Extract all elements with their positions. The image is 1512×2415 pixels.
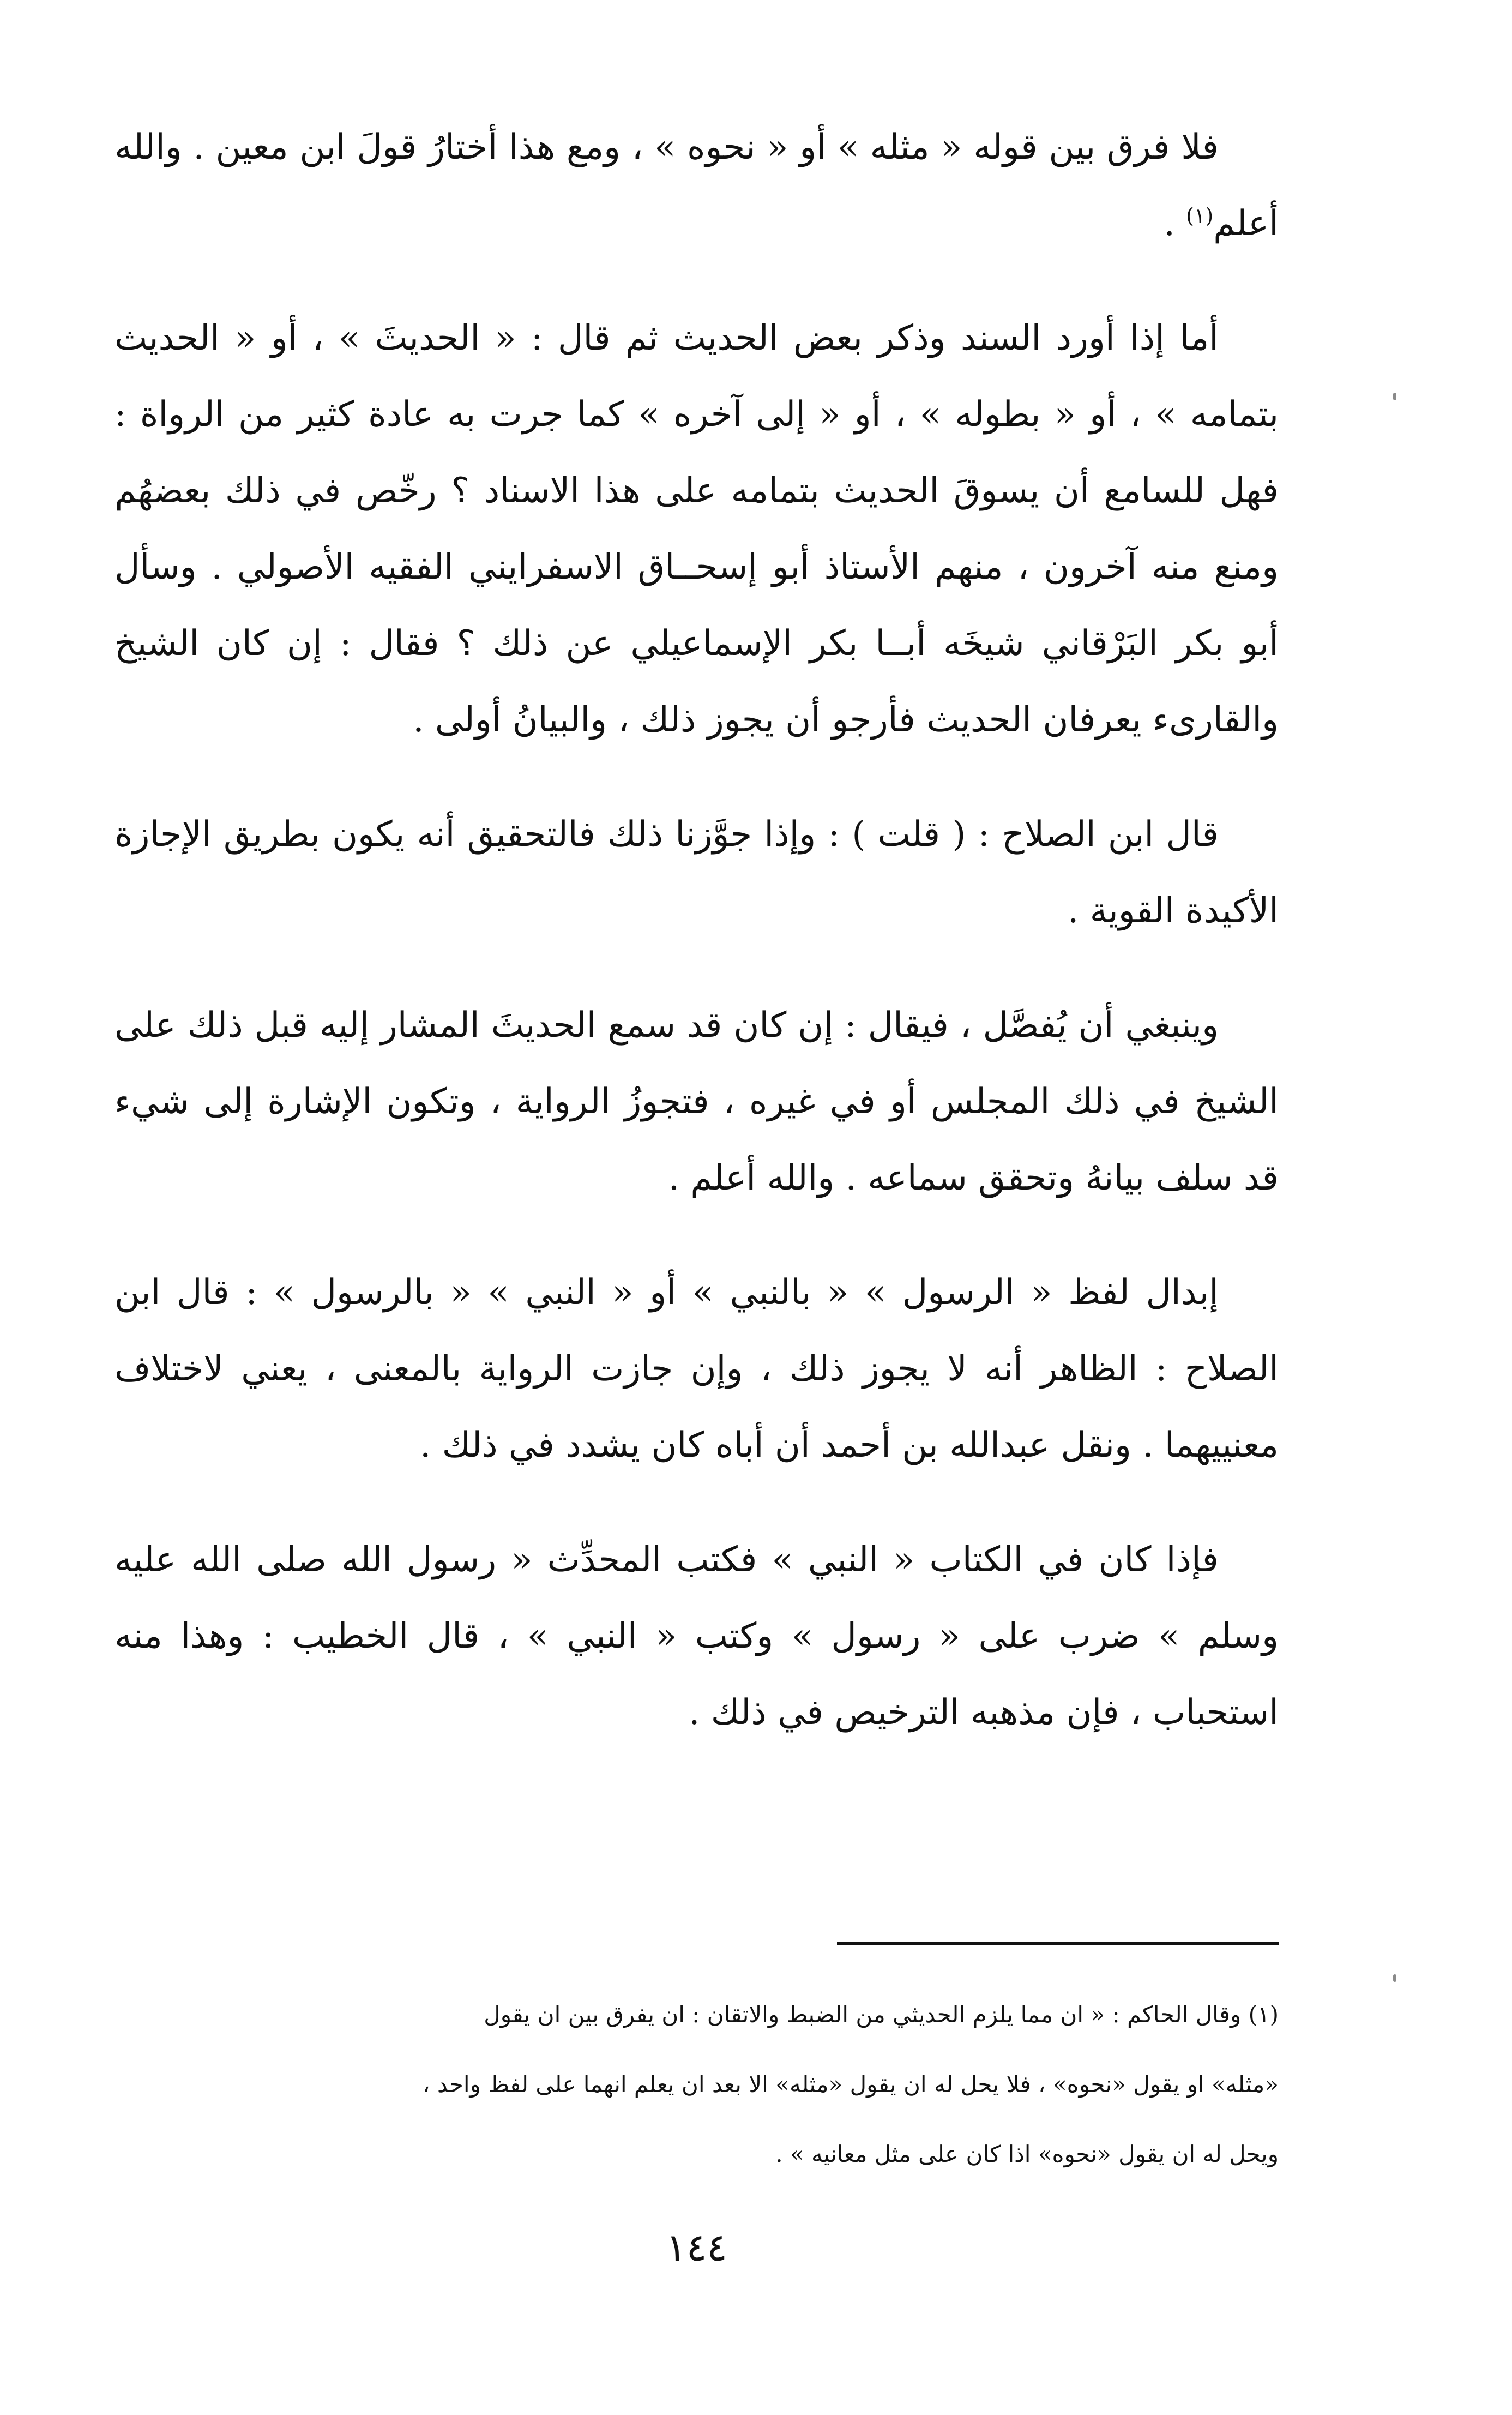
footnote-line-1: (١) وقال الحاكم : « ان مما يلزم الحديثي من الضبط والاتقان : ان يفرق بين ان يقول — [484, 2001, 1279, 2028]
paragraph-1 — [115, 109, 1279, 262]
paragraph-1-tail: . — [1164, 203, 1186, 244]
paragraph-6: فإذا كان في الكتاب « النبي » فكتب المحدِّث « رسول الله صلى الله عليه وسلم » ضرب على « رسول » وكتب « النبي » ، قال الخطيب : وهذا منه استحباب ، فإن مذهبه الترخيص في ذلك . — [115, 1540, 1279, 1733]
paragraph-1-text: فلا فرق بين قوله « مثله » أو « نحوه » ، ومع هذا أختارُ قولَ ابن معين . والله أعلم — [115, 127, 1279, 244]
paragraph-4: وينبغي أن يُفصَّل ، فيقال : إن كان قد سمع الحديثَ المشار إليه قبل ذلك على الشيخ في ذلك المجلس أو في غيره ، فتجوزُ الرواية ، وتكون الإشارة إلى شيء قد سلف بيانهُ وتحقق سماعه . والله أعلم . — [115, 1005, 1279, 1198]
paragraph-2: أما إذا أورد السند وذكر بعض الحديث ثم قال : « الحديثَ » ، أو « الحديث بتمامه » ، أو « بطوله » ، أو « إلى آخره » كما جرت به عادة كثير من الرواة : فهل للسامع أن يسوقَ الحديث بتمامه على هذا الاسناد ؟ رخّص في ذلك بعضهُم ومنع منه آخرون ، منهم الأستاذ أبو إسحــاق الاسفرايني الفقيه الأصولي . وسأل أبو بكر البَرْقاني شيخَه أبــا بكر الإسماعيلي عن ذلك ؟ فقال : إن كان الشيخ والقارىء يعرفان الحديث فأرجو أن يجوز ذلك ، والبيانُ أولى . — [115, 318, 1279, 740]
paragraph-3: قال ابن الصلاح : ( قلت ) : وإذا جوَّزنا ذلك فالتحقيق أنه يكون بطريق الإجازة الأكيدة القوية . — [115, 814, 1279, 931]
footnote-line-2: «مثله» او يقول «نحوه» ، فلا يحل له ان يقول «مثله» الا بعد ان يعلم انهما على لفظ واحد ، — [422, 2071, 1279, 2098]
footnote-block — [115, 1980, 1279, 2189]
margin-mark — [1393, 393, 1396, 400]
margin-mark — [1393, 1974, 1396, 1982]
book-page — [115, 109, 1279, 2345]
footnote-reference: (١) — [1186, 203, 1214, 228]
paragraph-5: إبدال لفظ « الرسول » « بالنبي » أو « النبي » « بالرسول » : قال ابن الصلاح : الظاهر أنه لا يجوز ذلك ، وإن جازت الرواية بالمعنى ، يعني لاختلاف معنييهما . ونقل عبدالله بن أحمد أن أباه كان يشدد في ذلك . — [115, 1272, 1279, 1465]
footnote-separator — [837, 1942, 1279, 1945]
page-number: ١٤٤ — [666, 2225, 727, 2270]
footnote-line-3: ويحل له ان يقول «نحوه» اذا كان على مثل معانيه » . — [775, 2141, 1279, 2167]
